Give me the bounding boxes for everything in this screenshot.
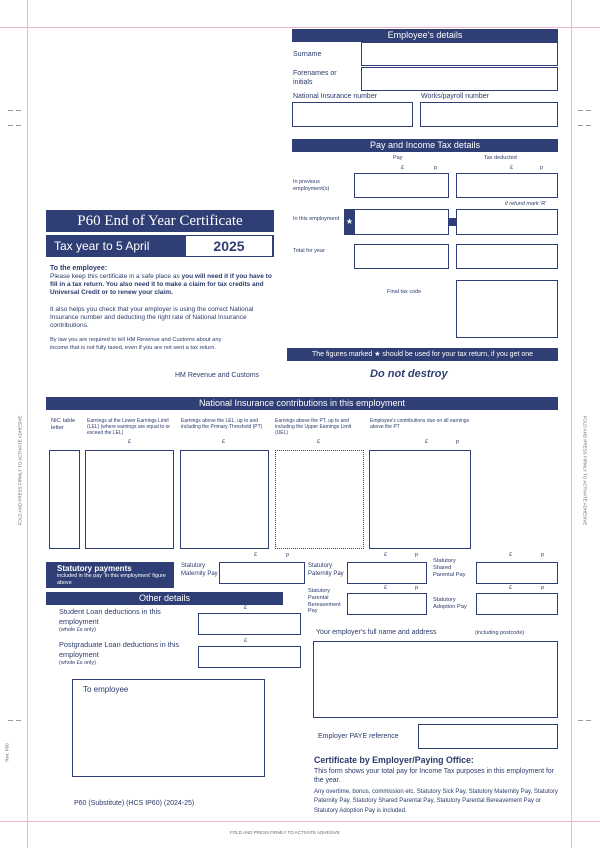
shpp-pounds: £ <box>509 552 513 558</box>
previous-employment-label: In previous employment(s) <box>293 179 330 192</box>
nic-table-letter-label: NIC table letter <box>51 418 76 431</box>
form-code: P60 (Substitute) (HCS IP60) (2024-25) <box>74 800 195 807</box>
this-tax-field[interactable] <box>456 209 558 235</box>
total-tax-field[interactable] <box>456 244 558 269</box>
law-note: By law you are required to tell HM Revenue and Customs about any income that is not fully taxed, even if you are not sent a tax return. <box>50 337 222 351</box>
pay-tax-connector <box>449 218 456 226</box>
employee-details-header: Employee's details <box>292 29 558 42</box>
pay-pence-label: p <box>434 165 438 171</box>
this-employment-star-icon: ★ <box>344 209 355 235</box>
employee-contributions-label: Employee's contributions due on all earnings above the PT <box>370 418 470 430</box>
emp-pounds: £ <box>425 439 429 445</box>
shpp-label: Statutory Shared Parental Pay <box>433 558 466 578</box>
fold-line-right <box>571 0 572 848</box>
forenames-field[interactable] <box>361 67 558 91</box>
pay-column-label: Pay <box>393 155 403 161</box>
sap-field[interactable] <box>476 593 558 615</box>
postcode-label: (including postcode) <box>475 630 525 636</box>
fold-text-bottom: FOLD AND PRESS FIRMLY TO ACTIVATE ADHESIVE <box>230 830 340 835</box>
this-pay-field[interactable] <box>354 209 449 235</box>
lel-earnings-label: Earnings at the Lower Earnings Limit (LEL) (where earnings are equal to or exceed the LEL) <box>87 418 171 436</box>
ni-contributions-header: National Insurance contributions in this employment <box>46 397 558 410</box>
uel-earnings-field[interactable] <box>275 450 364 549</box>
to-employee-label: To employee <box>83 685 129 694</box>
uel-pounds: £ <box>317 439 321 445</box>
spbp-pounds: £ <box>384 585 388 591</box>
pt-earnings-field[interactable] <box>180 450 269 549</box>
other-details-header: Other details <box>46 592 283 605</box>
pay-pounds-label: £ <box>401 165 405 171</box>
nic-letter-field[interactable] <box>49 450 80 549</box>
certificate-line2: Any overtime, bonus, commission etc, Statutory Sick Pay, Statutory Maternity Pay, Statutory Paternity Pay, Statutory Shared Parental Pay, Statutory Parental Bereavement Pay or Statutory Adoption Pay is included. <box>314 789 558 814</box>
student-loan-field[interactable] <box>198 613 301 635</box>
fold-text-right: FOLD AND PRESS FIRMLY TO ACTIVATE ADHESIVE <box>582 415 588 526</box>
pt-earnings-label: Earnings above the LEL, up to and including the Primary Threshold (PT) <box>181 418 263 430</box>
ni-number-field[interactable] <box>292 102 413 127</box>
forenames-label: Forenames or initials <box>293 70 337 86</box>
figures-marked-note: The figures marked ★ should be used for your tax return, if you get one <box>287 348 558 361</box>
final-tax-code-label: Final tax code <box>387 289 422 295</box>
lel-earnings-field[interactable] <box>85 450 174 549</box>
works-payroll-label: Works/payroll number <box>421 93 489 100</box>
paye-ref-field[interactable] <box>418 724 558 749</box>
smp-label: Statutory Maternity Pay <box>181 563 218 577</box>
previous-tax-field[interactable] <box>456 173 558 198</box>
hmrc-label: HM Revenue and Customs <box>175 372 260 379</box>
sap-pence: p <box>541 585 545 591</box>
fold-text-left: FOLD AND PRESS FIRMLY TO ACTIVATE ADHESIVE <box>17 415 23 526</box>
paye-ref-label: Employer PAYE reference <box>318 733 399 740</box>
statutory-payments-subtext: included in the pay 'In this employment' figure above <box>57 573 166 586</box>
side-form-code: Rev. P60 <box>4 743 10 762</box>
spbp-label: Statutory Parental Bereavement Pay <box>308 588 341 615</box>
spbp-field[interactable] <box>347 593 427 615</box>
spp-pence: p <box>415 552 419 558</box>
tax-year-value: 2025 <box>213 238 245 254</box>
spp-field[interactable] <box>347 562 427 584</box>
tax-pence-label: p <box>540 165 544 171</box>
student-loan-label: Student Loan deductions in this employment <box>59 607 161 626</box>
tax-deducted-column-label: Tax deducted <box>484 155 517 161</box>
spp-label: Statutory Paternity Pay <box>308 563 344 577</box>
spbp-pence: p <box>415 585 419 591</box>
total-for-year-label: Total for year <box>293 248 325 254</box>
smp-pence: p <box>286 552 290 558</box>
pg-loan-field[interactable] <box>198 646 301 668</box>
uel-earnings-label: Earnings above the PT, up to and including the Upper Earnings Limit (UEL) <box>275 418 352 436</box>
emp-pence: p <box>456 439 460 445</box>
sap-pounds: £ <box>509 585 513 591</box>
keep-safe-note-bold: you will need it if you have to fill in a tax return. You also need it to make a claim for tax credits and Universal Credit or to renew your claim. <box>50 273 272 296</box>
smp-field[interactable] <box>219 562 305 584</box>
student-loan-note: (whole £s only) <box>59 627 96 633</box>
student-loan-pounds: £ <box>244 605 248 611</box>
lel-pounds: £ <box>128 439 132 445</box>
fold-line-top <box>0 27 600 28</box>
works-payroll-field[interactable] <box>420 102 558 127</box>
p60-title: P60 End of Year Certificate <box>77 213 243 229</box>
pay-tax-header: Pay and Income Tax details <box>292 139 558 152</box>
employer-name-address-field[interactable] <box>313 641 558 718</box>
spp-pounds: £ <box>384 552 388 558</box>
employer-name-address-label: Your employer's full name and address <box>316 629 437 636</box>
final-tax-code-field[interactable] <box>456 280 558 338</box>
tax-pounds-label: £ <box>510 165 514 171</box>
do-not-destroy: Do not destroy <box>370 368 448 380</box>
fold-line-bottom <box>0 821 600 822</box>
surname-field[interactable] <box>361 42 558 66</box>
certificate-heading: Certificate by Employer/Paying Office: <box>314 755 474 765</box>
shpp-pence: p <box>541 552 545 558</box>
pg-loan-label: Postgraduate Loan deductions in this employment <box>59 640 180 659</box>
shpp-field[interactable] <box>476 562 558 584</box>
keep-safe-note <box>50 273 278 297</box>
smp-pounds: £ <box>254 552 258 558</box>
fold-line-left <box>27 0 28 848</box>
keep-safe-note-text: Please keep this certificate in a safe place as <box>50 273 182 280</box>
certificate-line1: This form shows your total pay for Income Tax purposes in this employment for the year. <box>314 768 554 784</box>
employee-contributions-field[interactable] <box>369 450 471 549</box>
refund-note: if refund mark 'R' <box>505 201 547 207</box>
tax-year-label: Tax year to 5 April <box>54 239 150 253</box>
ni-number-label: National Insurance number <box>293 93 378 100</box>
pt-pounds: £ <box>222 439 226 445</box>
total-pay-field[interactable] <box>354 244 449 269</box>
statutory-payments-heading: Statutory payments <box>57 564 132 573</box>
pg-loan-pounds: £ <box>244 638 248 644</box>
sap-label: Statutory Adoption Pay <box>433 597 467 610</box>
surname-label: Surname <box>293 51 322 58</box>
to-the-employee-heading: To the employee: <box>50 265 108 272</box>
this-employment-label: In this employment <box>293 216 340 222</box>
previous-pay-field[interactable] <box>354 173 449 198</box>
correct-ni-note: It also helps you check that your employer is using the correct National Insurance number and deducting the right rate of National Insurance contributions. <box>50 306 254 329</box>
pg-loan-note: (whole £s only) <box>59 660 96 666</box>
